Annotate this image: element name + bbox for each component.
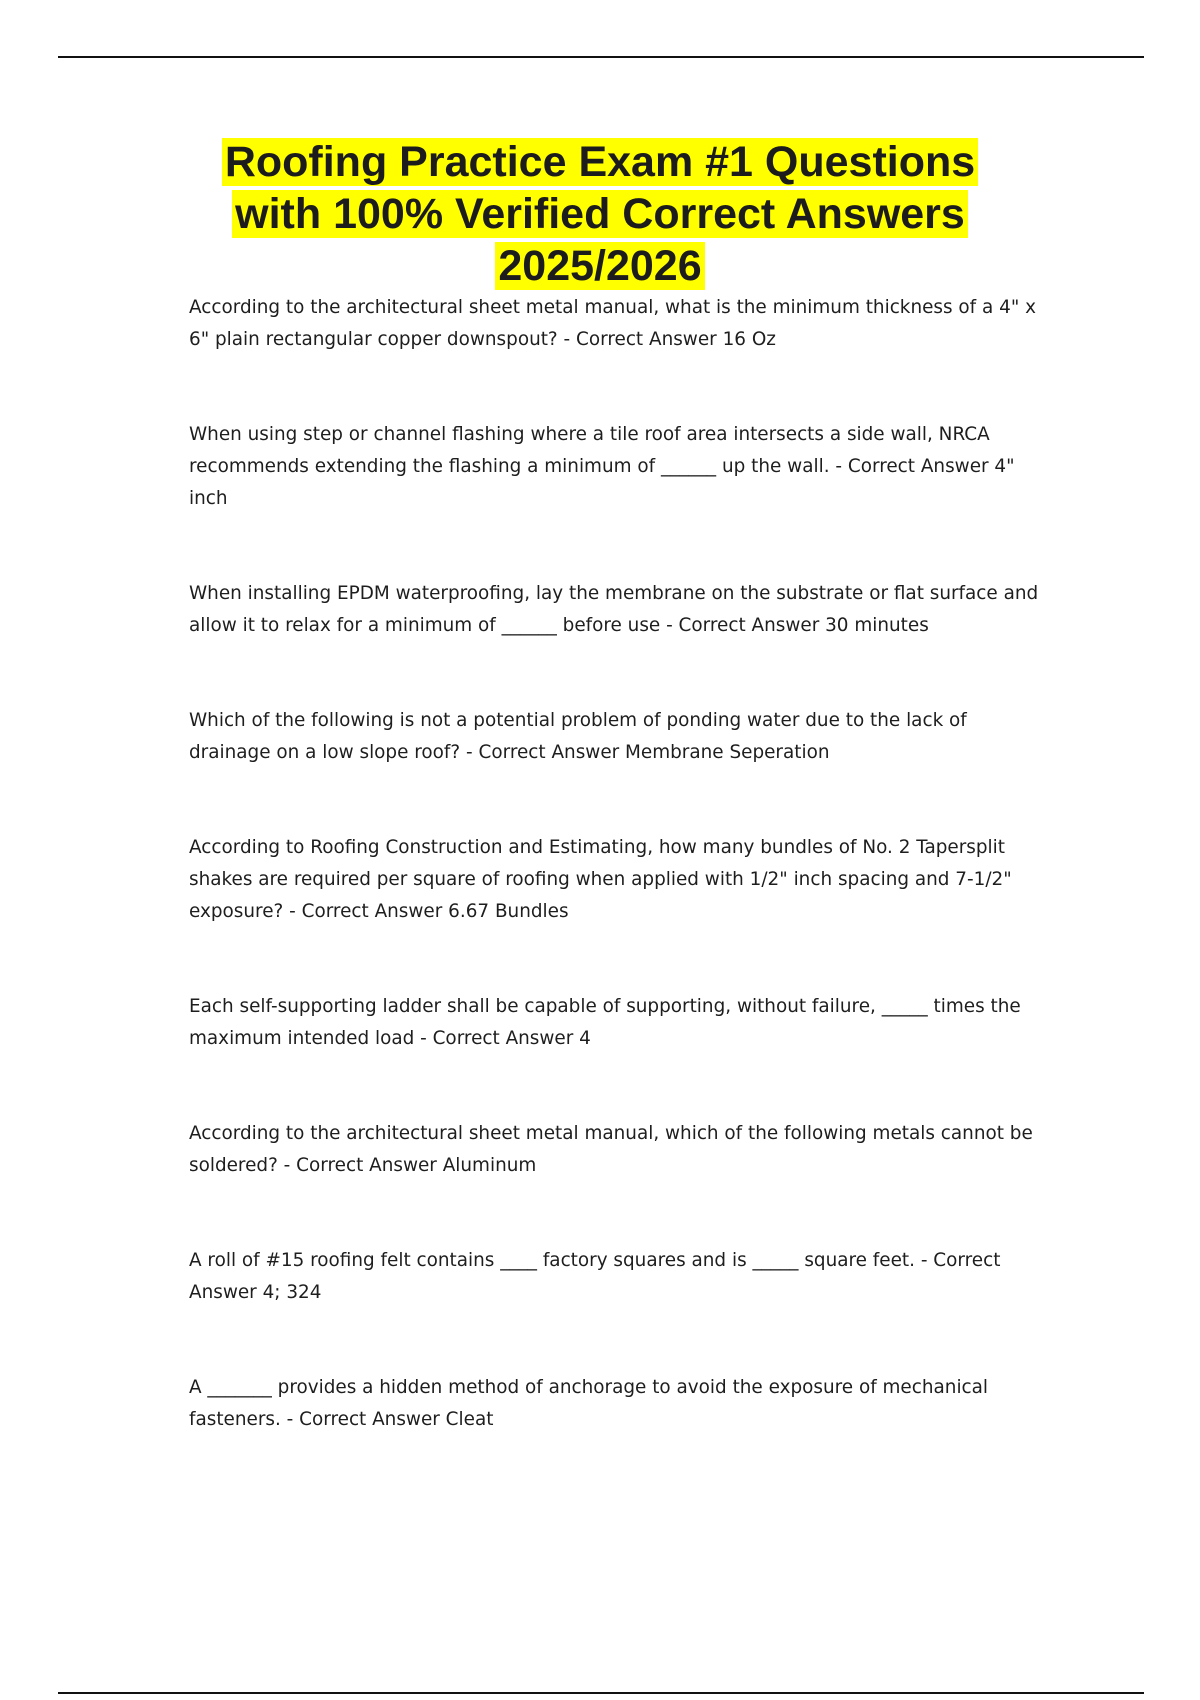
top-rule [58, 56, 1144, 58]
question-answer-item: When installing EPDM waterproofing, lay the membrane on the substrate or flat surface and allow it to relax for a minimum of ______ before use - Correct Answer 30 minutes [189, 583, 1039, 636]
question-answer-item: According to Roofing Construction and Estimating, how many bundles of No. 2 Tapersplit shakes are required per square of roofing when applied with 1/2" inch spacing and 7-1/2" exposure? - Correct Answer 6.67 Bundles [189, 837, 1012, 922]
question-answer-item: Which of the following is not a potential problem of ponding water due to the lack of drainage on a low slope roof? - Correct Answer Membrane Seperation [189, 710, 967, 763]
question-answer-item: A roll of #15 roofing felt contains ____ factory squares and is _____ square feet. - Correct Answer 4; 324 [189, 1250, 1001, 1303]
question-answer-item: According to the architectural sheet metal manual, what is the minimum thickness of a 4" x 6" plain rectangular copper downspout? - Correct Answer 16 Oz [189, 297, 1037, 350]
question-answer-list [189, 292, 1049, 1436]
question-answer-item: A _______ provides a hidden method of anchorage to avoid the exposure of mechanical fasteners. - Correct Answer Cleat [189, 1377, 989, 1430]
title-line: 2025/2026 [495, 242, 704, 290]
page-title [150, 136, 1050, 292]
question-answer-item: Each self-supporting ladder shall be capable of supporting, without failure, _____ times the maximum intended load - Correct Answer 4 [189, 996, 1021, 1049]
title-line: Roofing Practice Exam #1 Questions [222, 138, 978, 186]
question-answer-item: When using step or channel flashing where a tile roof area intersects a side wall, NRCA recommends extending the flashing a minimum of ______ up the wall. - Correct Answer 4" inch [189, 424, 1015, 509]
bottom-rule [58, 1692, 1144, 1694]
question-answer-item: According to the architectural sheet metal manual, which of the following metals cannot be soldered? - Correct Answer Aluminum [189, 1123, 1033, 1176]
title-line: with 100% Verified Correct Answers [232, 190, 968, 238]
